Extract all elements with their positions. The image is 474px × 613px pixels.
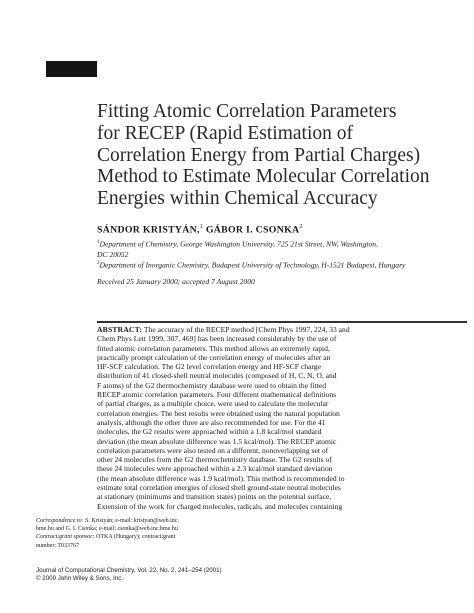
affiliation-2: [97, 259, 405, 271]
title-line: Energies within Chemical Accuracy: [97, 188, 378, 210]
abstract-line: fitted atomic correlation parameters. This method allows an extremely rapid,: [97, 343, 330, 353]
grant-text: number: T033767: [36, 542, 80, 549]
affiliation-1: [97, 238, 378, 261]
title-line: Correlation Energy from Partial Charges): [97, 144, 421, 166]
corr-label: Correspondence to:: [36, 518, 84, 524]
corr-text: bme.hu and G. I. Csonka; e-mail: csonka@web.inc.bme.hu: [36, 526, 178, 533]
abstract-line: at stationary (minimums and transition states) points on the potential surface.: [97, 492, 332, 502]
header-black-bar: [46, 61, 97, 77]
journal-citation: [36, 567, 222, 583]
affil-marker: 1: [97, 240, 100, 245]
title-line: Fitting Atomic Correlation Parameters: [97, 101, 397, 122]
affil-text: DC 20052: [97, 250, 129, 260]
abstract-line: these 24 molecules were approached within a 2.3 kcal/mol standard deviation: [97, 464, 333, 474]
abstract-line: RECEP atomic correlation parameters. Four different mathematical definitions: [97, 390, 337, 400]
abstract-divider: [97, 321, 467, 323]
author-list: [97, 224, 303, 235]
abstract-line: F atoms) of the G2 thermochemistry database were used to obtain the fitted: [97, 380, 327, 390]
copyright-line: © 2000 John Wiley & Sons, Inc.: [36, 575, 124, 582]
abstract-line: practically prompt calculation of the correlation energy of molecules after an: [97, 352, 331, 362]
author-affil-marker: 1: [199, 224, 204, 230]
abstract-block: [97, 325, 467, 511]
article-title: [97, 101, 467, 210]
abstract-line: correlation energies. The best results were obtained using the natural population: [97, 408, 340, 418]
abstract-line: Chem Phys Lett 1999, 307, 469] has been increased considerably by the use of: [97, 334, 337, 344]
author-name: SÁNDOR KRISTYÁN,: [97, 224, 200, 236]
abstract-line: other 24 molecules from the G2 thermochemistry database. The G2 results of: [97, 455, 332, 465]
received-dates: Received 25 January 2000; accepted 7 August 2000: [97, 277, 255, 286]
affil-text: Department of Chemistry, George Washington University, 725 21st Street, NW, Washington,: [99, 239, 379, 249]
grant-text: OTKA (Hungary); contract/grant: [94, 534, 176, 541]
author-affil-marker: 2: [299, 224, 303, 230]
abstract-line: molecules, the G2 results were approached within a 1.8 kcal/mol standard: [97, 427, 322, 437]
corr-text: S. Kristyán; e-mail: kristyan@web.inc.: [83, 518, 179, 524]
title-line: for RECEP (Rapid Estimation of: [97, 122, 354, 144]
author-name: GÁBOR I. CSONKA: [205, 224, 300, 236]
abstract-line: analysis, although the other three are also recommended for use. For the 41: [97, 417, 326, 427]
abstract-line: correlation parameters were also tested on a different, nonoverlapping set of: [97, 445, 329, 455]
abstract-label: ABSTRACT:: [97, 325, 143, 334]
abstract-line: of partial charges, as a multiple choice, were used to calculate the molecular: [97, 399, 329, 409]
journal-line: Journal of Computational Chemistry, Vol. 22, No. 2, 241–254 (2001): [36, 567, 222, 574]
title-line: Method to Estimate Molecular Correlation: [97, 166, 430, 188]
abstract-line: (the mean absolute difference was 1.9 kcal/mol). This method is recommended to: [97, 473, 345, 483]
correspondence-footnote: [36, 517, 246, 550]
abstract-line: distribution of 41 closed-shell neutral molecules (composed of H, C, N, O, and: [97, 371, 337, 381]
affil-marker: 2: [97, 261, 100, 266]
abstract-line: HF-SCF calculation. The G2 level correlation energy and HF-SCF charge: [97, 362, 321, 372]
abstract-line: estimate total correlation energies of closed shell ground-state neutral molecules: [97, 483, 341, 493]
abstract-line: The accuracy of the RECEP method [Chem Phys 1997, 224, 33 and: [142, 325, 350, 334]
grant-label: Contract/grant sponsor:: [36, 534, 95, 541]
abstract-line: Extension of the work for charged molecules, radicals, and molecules containing: [97, 501, 343, 511]
abstract-line: deviation (the mean absolute difference was 1.5 kcal/mol). The RECEP atomic: [97, 436, 337, 446]
affil-text: Department of Inorganic Chemistry, Budapest University of Technology, H-1521 Budapest, Hungary: [99, 260, 406, 270]
